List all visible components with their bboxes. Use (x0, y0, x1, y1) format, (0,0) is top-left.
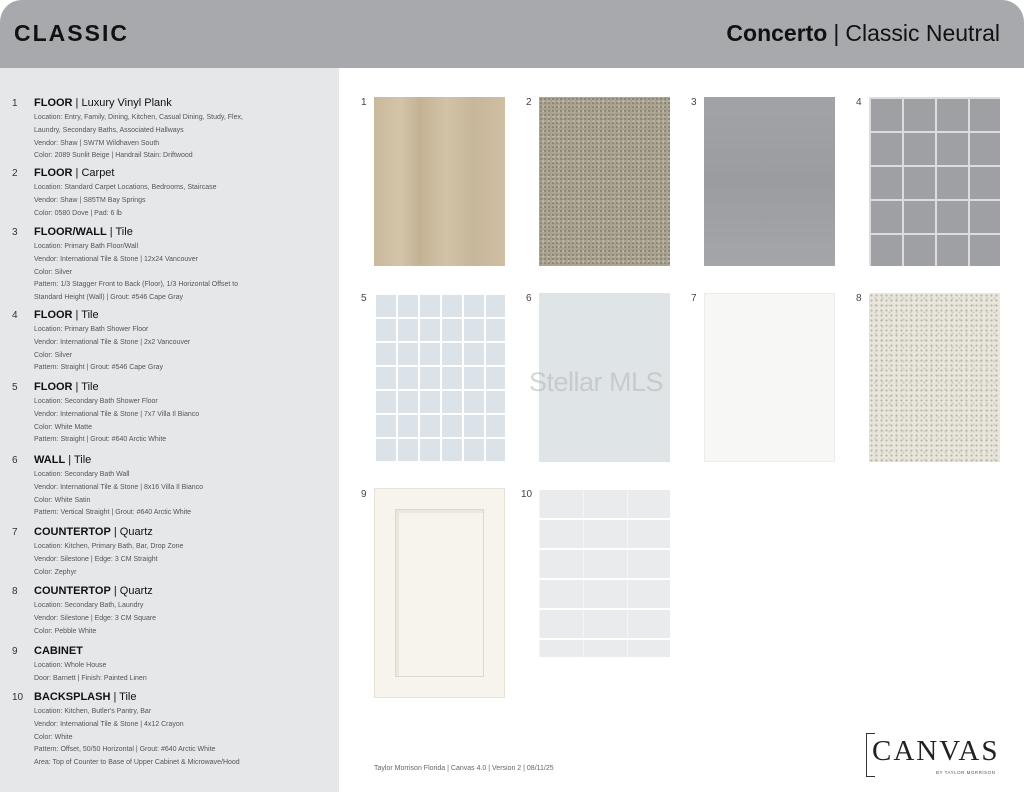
item-title (34, 381, 99, 393)
swatch-number: 3 (691, 97, 697, 108)
item-title (34, 226, 133, 238)
package-title: CLASSIC (14, 20, 129, 46)
item-detail: Pattern: Vertical Straight | Grout: #640 Arctic White (34, 509, 192, 517)
item-material: | Quartz (110, 585, 153, 597)
item-detail: Vendor: Silestone | Edge: 3 CM Square (34, 614, 157, 622)
item-detail: Location: Primary Bath Shower Floor (34, 326, 149, 333)
color-scheme-name: Classic Neutral (845, 20, 1000, 46)
item-detail: Location: Standard Carpet Locations, Bedrooms, Staircase (34, 184, 217, 191)
swatch-number: 9 (361, 489, 367, 500)
item-detail: Pattern: 1/3 Stagger Front to Back (Floor), 1/3 Horizontal Offset to (34, 281, 239, 289)
swatch-number: 4 (856, 97, 862, 108)
item-number: 4 (12, 310, 18, 321)
item-material: | Tile (72, 309, 99, 321)
cabinet-door-swatch (374, 488, 505, 698)
item-category: COUNTERTOP (34, 585, 111, 597)
item-detail: Pattern: Offset, 50/50 Horizontal | Grout: #640 Arctic White (34, 746, 216, 754)
swatch-number: 5 (361, 293, 367, 304)
luxury-vinyl-plank-swatch (374, 97, 505, 266)
item-category: FLOOR (34, 309, 73, 321)
item-detail: Vendor: Silestone | Edge: 3 CM Straight (34, 555, 158, 563)
item-number: 7 (12, 527, 18, 538)
item-detail: Color: White (34, 733, 73, 741)
item-detail: Location: Secondary Bath, Laundry (34, 602, 144, 609)
item-number: 9 (12, 646, 18, 657)
secondary-shower-floor-tile-swatch (374, 293, 505, 462)
item-title (34, 167, 115, 179)
item-detail: Vendor: Shaw | SW7M Wildhaven South (34, 139, 160, 147)
item-title (34, 526, 153, 538)
quartz-pebble-white-swatch (869, 293, 1000, 462)
item-title (34, 454, 91, 466)
item-category: FLOOR (34, 97, 73, 109)
item-detail: Location: Kitchen, Primary Bath, Bar, Drop Zone (34, 543, 184, 550)
title-separator: | (833, 20, 840, 46)
item-number: 6 (12, 455, 18, 466)
item-title (34, 585, 153, 597)
swatch-number: 10 (521, 489, 533, 500)
quartz-zephyr-swatch (704, 293, 835, 462)
item-category: FLOOR/WALL (34, 226, 107, 238)
item-number: 5 (12, 382, 18, 393)
item-detail: Color: Silver (34, 351, 73, 359)
logo-subtitle: BY TAYLOR MORRISON (936, 770, 996, 775)
swatch-number: 8 (856, 293, 862, 304)
collection-name: Concerto (726, 20, 828, 46)
item-title (34, 309, 99, 321)
item-detail: Color: Zephyr (34, 568, 77, 576)
item-material: | Tile (110, 691, 137, 703)
item-title (34, 645, 83, 657)
page-header (0, 0, 1024, 68)
item-detail: Vendor: International Tile & Stone | 4x12 Crayon (34, 720, 184, 728)
swatch-number: 6 (526, 293, 532, 304)
item-material: | Tile (65, 454, 92, 466)
item-category: CABINET (34, 645, 83, 657)
item-detail: Location: Entry, Family, Dining, Kitchen, Casual Dining, Study, Flex, (34, 114, 243, 121)
item-detail: Color: Pebble White (34, 627, 97, 635)
carpet-swatch (539, 97, 670, 266)
item-number: 2 (12, 168, 18, 179)
shower-floor-tile-swatch (869, 97, 1000, 266)
item-detail: Location: Whole House (34, 662, 107, 669)
item-detail: Vendor: International Tile & Stone | 2x2 Vancouver (34, 338, 191, 346)
collection-title (726, 20, 1000, 47)
item-category: BACKSPLASH (34, 691, 111, 703)
item-detail: Vendor: Shaw | S85TM Bay Springs (34, 196, 146, 204)
item-number: 3 (12, 227, 18, 238)
cabinet-door-panel (396, 510, 483, 676)
item-detail: Door: Barnett | Finish: Painted Linen (34, 674, 147, 682)
item-detail: Vendor: International Tile & Stone | 8x16 Villa Il Bianco (34, 483, 204, 491)
item-detail: Location: Secondary Bath Wall (34, 471, 130, 478)
item-category: WALL (34, 454, 66, 466)
item-detail: Location: Primary Bath Floor/Wall (34, 243, 138, 250)
item-detail: Color: 2089 Sunlit Beige | Handrail Stain: Driftwood (34, 152, 193, 160)
item-number: 1 (12, 98, 18, 109)
canvas-logo: CANVAS (872, 735, 1000, 767)
item-detail: Area: Top of Counter to Base of Upper Cabinet & Microwave/Hood (34, 759, 240, 767)
item-material: | Quartz (110, 526, 153, 538)
item-detail: Pattern: Straight | Grout: #546 Cape Gray (34, 364, 164, 372)
item-title (34, 97, 172, 109)
item-title (34, 691, 137, 703)
item-detail: Location: Kitchen, Butler's Pantry, Bar (34, 708, 152, 715)
item-detail: Color: White Matte (34, 423, 92, 431)
backsplash-tile-swatch (539, 488, 670, 657)
item-detail: Vendor: International Tile & Stone | 7x7 Villa Il Bianco (34, 410, 200, 418)
swatch-number: 1 (361, 97, 367, 108)
item-material: | Luxury Vinyl Plank (72, 97, 172, 109)
item-material: | Tile (72, 381, 99, 393)
item-detail: Color: Silver (34, 268, 73, 276)
item-detail: Laundry, Secondary Baths, Associated Hallways (34, 126, 184, 134)
item-detail: Pattern: Straight | Grout: #640 Arctic White (34, 436, 167, 444)
item-number: 10 (12, 692, 24, 703)
watermark: Stellar MLS (529, 367, 664, 397)
item-category: COUNTERTOP (34, 526, 111, 538)
swatch-number: 7 (691, 293, 697, 304)
selections-list (0, 68, 339, 792)
item-detail: Standard Height (Wall) | Grout: #546 Cape Gray (34, 294, 184, 302)
item-detail: Color: White Satin (34, 496, 91, 504)
item-detail: Vendor: International Tile & Stone | 12x24 Vancouver (34, 255, 198, 263)
item-detail: Color: 0580 Dove | Pad: 6 lb (34, 209, 122, 217)
item-material: | Tile (106, 226, 133, 238)
item-category: FLOOR (34, 167, 73, 179)
item-category: FLOOR (34, 381, 73, 393)
footer-text: Taylor Morrison Florida | Canvas 4.0 | Version 2 | 08/11/25 (374, 765, 554, 772)
item-material: | Carpet (72, 167, 115, 179)
item-number: 8 (12, 586, 18, 597)
item-detail: Location: Secondary Bath Shower Floor (34, 398, 158, 405)
swatch-number: 2 (526, 97, 532, 108)
floor-wall-tile-swatch (704, 97, 835, 266)
